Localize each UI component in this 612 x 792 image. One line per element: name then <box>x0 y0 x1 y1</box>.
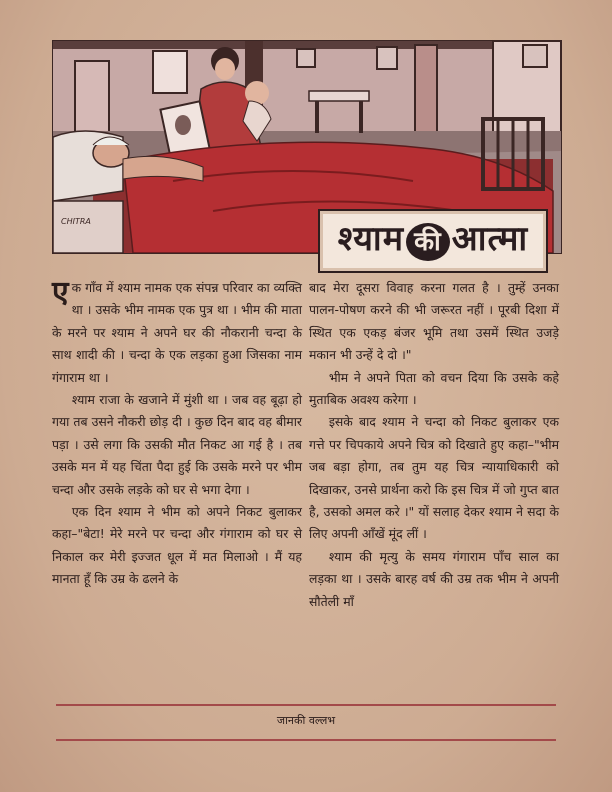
paragraph: भीम ने अपने पिता को वचन दिया कि उसके कहे मुताबिक अवश्य करेगा । <box>309 369 559 408</box>
artist-signature: CHITRA <box>61 217 91 226</box>
paragraph: बाद मेरा दूसरा विवाह करना गलत है । तुम्हें उनका पालन-पोषण करने की भी जरूरत नहीं । पूरबी दिशा में स्थित एक एकड़ बंजर भूमि तथा उसमें स्थित उजड़े मकान भी उन्हें दे दो ।" <box>309 280 559 363</box>
paragraph <box>52 277 302 389</box>
story-title <box>337 218 529 261</box>
text-column-left <box>52 277 302 591</box>
drop-cap: ए <box>52 275 69 310</box>
title-part-1: श्याम <box>337 218 405 259</box>
paragraph: एक दिन श्याम ने भीम को अपने निकट बुलाकर कहा–"बेटा! मेरे मरने पर चन्दा और गंगाराम को घर से निकाल कर मेरी इज्जत धूल में मत मिलाओ । मैं यह मानता हूँ कि उम्र के ढलने के <box>52 504 302 587</box>
title-part-2: की <box>406 223 450 261</box>
paragraph-text: क गाँव में श्याम नामक एक संपन्न परिवार का व्यक्ति था । उसके भीम नामक एक पुत्र था । भीम की माता के मरने पर श्याम ने अपने घर की नौकरानी चन्दा के साथ शादी की । चन्दा के एक लड़का हुआ जिसका नाम गंगाराम था । <box>52 280 302 385</box>
paragraph: श्याम की मृत्यु के समय गंगाराम पाँच साल का लड़का था । उसके बारह वर्ष की उम्र तक भीम ने अपनी सौतेली माँ <box>309 548 559 609</box>
divider-line <box>56 739 556 741</box>
paragraph: श्याम राजा के खजाने में मुंशी था । जब वह बूढ़ा हो गया तब उसने नौकरी छोड़ दी । कुछ दिन बाद वह बीमार पड़ा । उसे लगा कि उसकी मौत निकट आ गई है । तब उसके मन में यह चिंता पैदा हुई कि उसके मरने पर भीम चन्दा और उसके लड़के को घर से भगा देगा । <box>52 392 302 497</box>
divider-line <box>56 704 556 706</box>
title-part-3: आत्मा <box>451 218 529 259</box>
story-title-box <box>318 209 548 273</box>
author-name: जानकी वल्लभ <box>276 714 336 727</box>
text-column-right <box>309 277 559 613</box>
paragraph: इसके बाद श्याम ने चन्दा को निकट बुलाकर एक गत्ते पर चिपकाये अपने चित्र को दिखाते हुए कहा–"भीम जब बड़ा होगा, तब तुम यह चित्र न्यायाधिकारी को दिखाकर, उनसे प्रार्थना करो कि इस चित्र में जो गुप्त बात है, उसको अमल करे ।" यों सलाह देकर श्याम ने सदा के लिए अपनी आँखें मूंद लीं । <box>309 414 559 542</box>
